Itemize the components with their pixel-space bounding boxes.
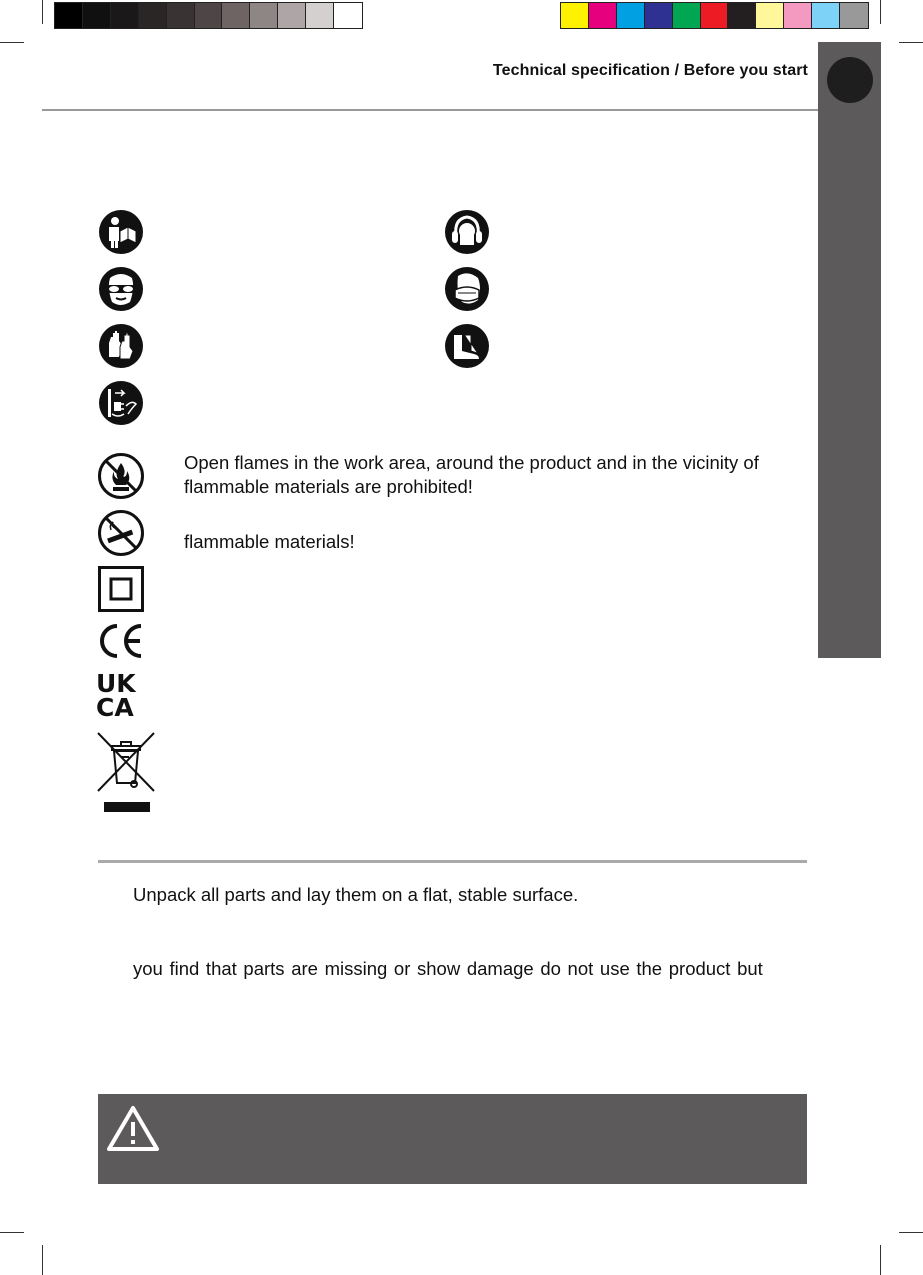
open-flames-text-line1: Open flames in the work area, around the product and in the vicinity of bbox=[184, 452, 759, 473]
color-swatch bbox=[561, 3, 589, 28]
protective-gloves-icon bbox=[98, 323, 144, 369]
grayscale-calibration-bar bbox=[54, 2, 363, 29]
missing-parts-instruction: you find that parts are missing or show damage do not use the product but bbox=[133, 958, 763, 979]
color-swatch bbox=[840, 3, 868, 28]
color-swatch bbox=[589, 3, 617, 28]
grayscale-swatch bbox=[222, 3, 250, 28]
crop-mark-top-right-h bbox=[899, 42, 923, 43]
header-divider bbox=[42, 109, 818, 111]
ukca-mark-icon bbox=[96, 669, 148, 722]
section-divider bbox=[98, 860, 807, 863]
color-swatch bbox=[673, 3, 701, 28]
crop-mark-bottom-left-h bbox=[0, 1232, 24, 1233]
color-swatch bbox=[617, 3, 645, 28]
ukca-bottom-text: CA bbox=[96, 693, 134, 722]
warning-triangle-icon bbox=[106, 1104, 160, 1152]
grayscale-swatch bbox=[111, 3, 139, 28]
ear-protection-icon bbox=[444, 209, 490, 255]
grayscale-swatch bbox=[250, 3, 278, 28]
dust-mask-icon bbox=[444, 266, 490, 312]
ce-mark-icon bbox=[98, 623, 144, 659]
safety-goggles-icon bbox=[98, 266, 144, 312]
read-manual-icon bbox=[98, 209, 144, 255]
grayscale-swatch bbox=[83, 3, 111, 28]
grayscale-swatch bbox=[139, 3, 167, 28]
color-swatch bbox=[784, 3, 812, 28]
no-open-flames-icon bbox=[98, 453, 144, 499]
page-number-circle bbox=[827, 57, 873, 103]
grayscale-swatch bbox=[334, 3, 362, 28]
grayscale-swatch bbox=[55, 3, 83, 28]
open-flames-text-line2: flammable materials are prohibited! bbox=[184, 476, 473, 497]
color-swatch bbox=[645, 3, 673, 28]
no-smoking-icon bbox=[98, 510, 144, 556]
crop-mark-top-right-v bbox=[880, 0, 881, 24]
warning-box bbox=[98, 1094, 807, 1184]
color-swatch bbox=[701, 3, 729, 28]
grayscale-swatch bbox=[306, 3, 334, 28]
ukca-top-text: UK bbox=[96, 669, 136, 698]
color-swatch bbox=[728, 3, 756, 28]
grayscale-swatch bbox=[278, 3, 306, 28]
crop-mark-bottom-left-v bbox=[42, 1245, 43, 1275]
page-title: Technical specification / Before you start bbox=[492, 62, 808, 79]
safety-boots-icon bbox=[444, 323, 490, 369]
color-swatch bbox=[756, 3, 784, 28]
class-ii-double-insulation-icon bbox=[98, 566, 144, 612]
unplug-mains-icon bbox=[98, 380, 144, 426]
crop-mark-bottom-right-h bbox=[899, 1232, 923, 1233]
color-calibration-bar bbox=[560, 2, 869, 29]
no-smoking-text-line2: flammable materials! bbox=[184, 531, 355, 552]
side-tab bbox=[818, 42, 881, 658]
color-swatch bbox=[812, 3, 840, 28]
grayscale-swatch bbox=[195, 3, 223, 28]
crop-mark-bottom-right-v bbox=[880, 1245, 881, 1275]
crop-mark-top-left-h bbox=[0, 42, 24, 43]
unpack-instruction: Unpack all parts and lay them on a flat, stable surface. bbox=[133, 884, 579, 905]
grayscale-swatch bbox=[167, 3, 195, 28]
crop-mark-top-left-v bbox=[42, 0, 43, 24]
weee-crossed-bin-icon bbox=[96, 731, 156, 815]
